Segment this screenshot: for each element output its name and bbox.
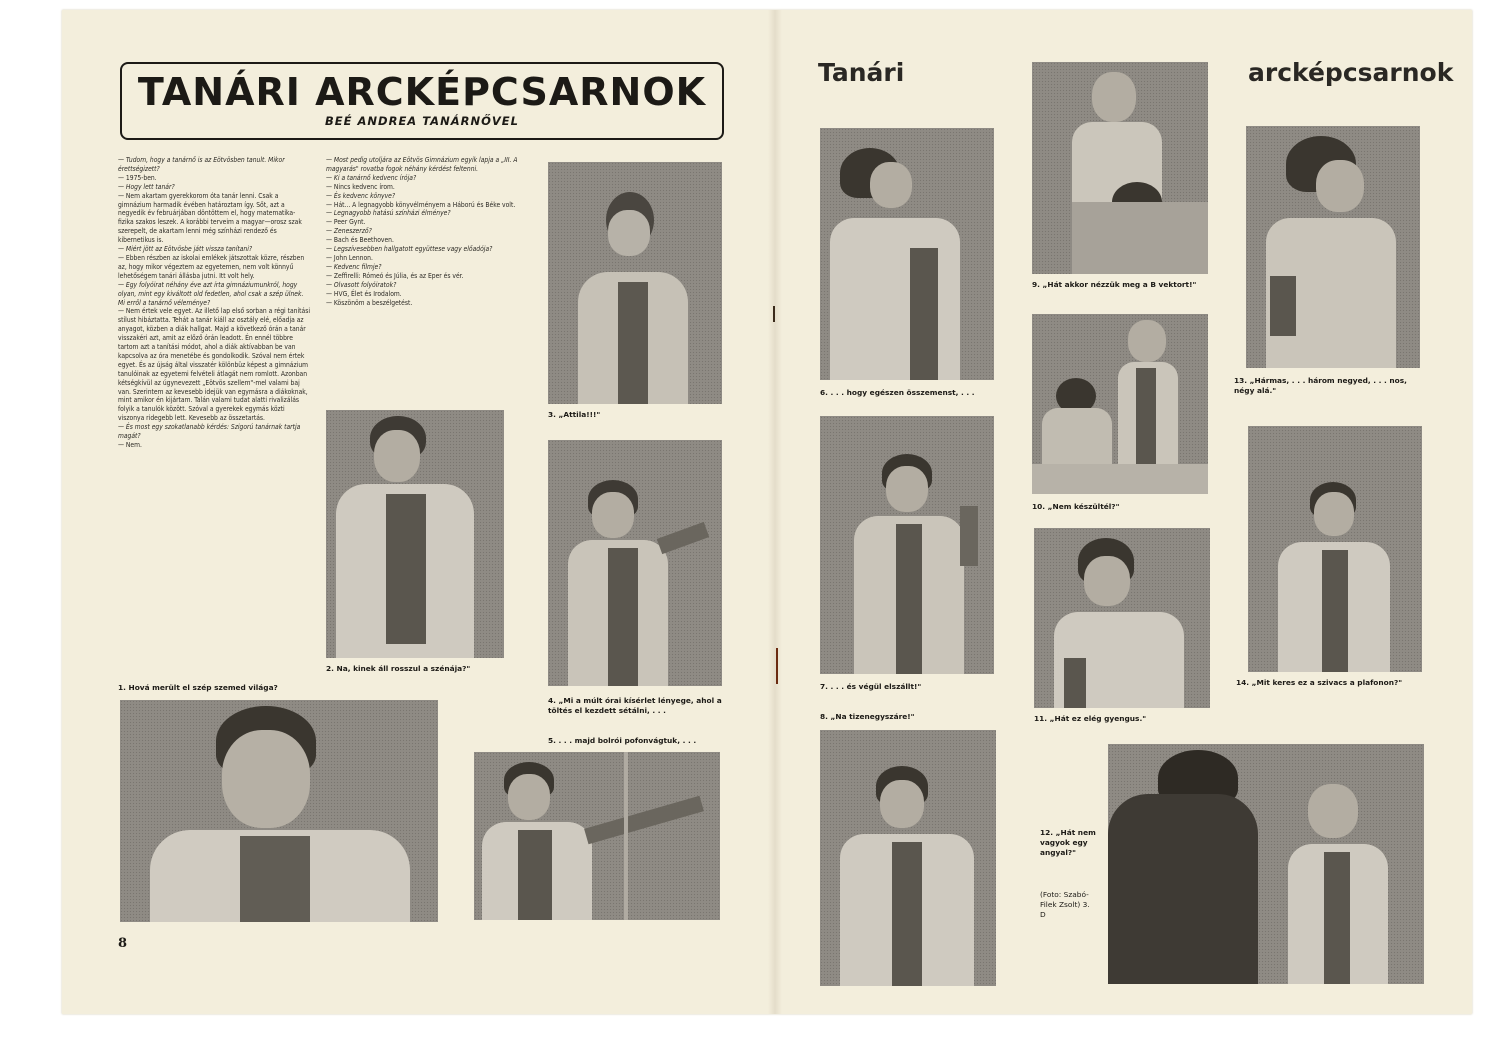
caption-7: 7. . . . és végül elszállt!" — [820, 682, 922, 691]
interview-paragraph: — Tudom, hogy a tanárnő is az Eötvösben tanult. Mikor érettségizett? — [118, 156, 285, 173]
caption-9: 9. „Hát akkor nézzük meg a B vektort!" — [1032, 280, 1197, 289]
interview-paragraph: — És most egy szokatlanabb kérdés: Szigorú tanárnak tartja magát? — [118, 423, 301, 441]
page-fold — [768, 10, 782, 1014]
caption-13: 13. „Hármas, . . . három negyed, . . . nos, négy alá." — [1234, 376, 1407, 395]
margin-mark — [776, 648, 778, 684]
caption-1: 1. Hová merült el szép szemed világa? — [118, 683, 278, 692]
photo-12 — [1108, 744, 1424, 984]
interview-paragraph: — John Lennon. — [326, 253, 373, 262]
interview-paragraph: — Kedvenc filmje? — [326, 262, 382, 271]
interview-paragraph: — Ki a tanárnő kedvenc írója? — [326, 173, 417, 182]
interview-paragraph: — Hát... A legnagyobb könyvélményem a Háború és Béke volt. — [326, 200, 516, 209]
caption-14: 14. „Mit keres ez a szivacs a plafonon?" — [1236, 678, 1403, 687]
interview-paragraph: — 1975-ben. — [118, 173, 157, 182]
caption-12: 12. „Hát nem vagyok egy angyal?" — [1040, 828, 1096, 857]
interview-paragraph: — Miért jött az Eötvösbe játt vissza tanítani? — [118, 245, 253, 254]
interview-paragraph: — Most pedig utoljára az Eötvös Gimnázium egyik lapja a „III. A magyarás" rovatba fogok néhány kérdést feltenni. — [326, 156, 518, 173]
caption-11: 11. „Hát ez elég gyengus." — [1034, 714, 1147, 723]
interview-paragraph: — Ebben részben az iskolai emlékek játszottak közre, részben az, hogy mikor végeztem az egyetemen, nem volt könnyű lehetőségem tanári állásba jutni. Itt volt hely. — [118, 253, 305, 280]
caption-8: 8. „Na tizenegyszáre!" — [820, 712, 915, 721]
interview-paragraph: — Peer Gynt. — [326, 218, 366, 227]
photo-1 — [120, 700, 438, 922]
interview-paragraph: — Nem értek vele egyet. Az illető lap első sorban a régi tanítási stílust hibáztatta. Tehát a tanár kiáll az osztály elé, előadja az anyagot, közben a diák hallgat. Majd a következő órán a tanár visszakéri azt, amit az előző órán leadott. Én ennél többre tartom azt a tanítási módot, ahol a diák aktívabban be van kapcsolva az óra menetébe és gondolkodik. Szóval nem értek egyet. És az újság által visszatér kölönbüz képest a gimnázium tanulóinak az egyetemi felvételi átlagát nem romlott. Azonban kétségkívül az úgynevezett „Eötvös szellem"-mel valami baj van. Szerintem az kevesebb idejük van egymásra a diákoknak, mint amikor én kijártam. Talán valami tudat alatti rivalizálás folyik a tanulók között. Szóval a gyerekek egymás közti viszonya ridegebb lett. Kevesebb az összetartás. — [118, 307, 311, 423]
interview-column-2 — [326, 156, 520, 307]
photo-14 — [1248, 426, 1422, 672]
photo-5 — [474, 752, 720, 920]
interview-column-1 — [118, 156, 310, 450]
caption-2: 2. Na, kinek áll rosszul a szénája?" — [326, 664, 471, 673]
caption-10: 10. „Nem készültél?" — [1032, 502, 1120, 511]
margin-mark — [773, 306, 775, 322]
photo-9 — [1032, 62, 1208, 274]
photo-6 — [820, 128, 994, 380]
caption-5: 5. . . . majd bolrói pofonvágtuk, . . . — [548, 736, 697, 745]
interview-paragraph: — Nincs kedvenc írom. — [326, 182, 395, 191]
photo-11 — [1034, 528, 1210, 708]
title-box — [120, 62, 724, 140]
interview-paragraph: — Legszívesebben hallgatott együttese vagy előadója? — [326, 245, 493, 254]
interview-paragraph: — Zeffirelli: Rómeó és Júlia, és az Eper és vér. — [326, 271, 464, 280]
interview-paragraph: — Zeneszerző? — [326, 227, 372, 236]
interview-paragraph: — Legnagyobb hatású színházi élménye? — [326, 209, 451, 218]
interview-paragraph: — Bach és Beethoven. — [326, 236, 394, 245]
interview-paragraph: — Nem. — [118, 441, 142, 449]
right-title-left: Tanári — [818, 58, 905, 87]
interview-paragraph: — Nem akartam gyerekkorom óta tanár lenni. Csak a gimnázium harmadik évében határoztam így. Sőt, azt a negyedik év februárjában döntöttem el, hogy matematika-fizika szakos leszek. A korábbi terveim a magyar—orosz szak szerepelt, de akartam lenni még színházi rendező és kibernetikus is. — [118, 191, 302, 245]
photo-credit: (Foto: Szabó-Filek Zsolt) 3. D — [1040, 890, 1090, 919]
photo-4 — [548, 440, 722, 686]
photo-7 — [820, 416, 994, 674]
interview-paragraph: — Köszönöm a beszélgetést. — [326, 298, 413, 307]
photo-2 — [326, 410, 504, 658]
interview-paragraph: — Olvasott folyóiratok? — [326, 280, 397, 289]
photo-13 — [1246, 126, 1420, 368]
interview-paragraph: — Egy folyóirat néhány éve azt írta gimnáziumunkról, hogy olyan, mint egy kiváltott old fedetlen, ahol csak a szép ülnek. Mi erről a tanárnő véleménye? — [118, 280, 304, 307]
interview-paragraph: — És kedvenc könyve? — [326, 191, 396, 200]
photo-10 — [1032, 314, 1208, 494]
interview-paragraph: — Hogy lett tanár? — [118, 182, 175, 191]
right-title-right: arcképcsarnok — [1248, 58, 1454, 87]
page-number: 8 — [118, 936, 128, 951]
caption-6: 6. . . . hogy egészen összemenst, . . . — [820, 388, 975, 397]
caption-4: 4. „Mi a múlt órai kísérlet lényege, ahol a töltés el kezdett sétálni, . . . — [548, 696, 722, 715]
caption-3: 3. „Attila!!!" — [548, 410, 601, 419]
page-subtitle: BEÉ ANDREA TANÁRNŐVEL — [325, 114, 519, 128]
interview-paragraph: — HVG, Élet és Irodalom. — [326, 289, 402, 298]
photo-8 — [820, 730, 996, 986]
page-title: TANÁRI ARCKÉPCSARNOK — [137, 70, 707, 114]
photo-3 — [548, 162, 722, 404]
